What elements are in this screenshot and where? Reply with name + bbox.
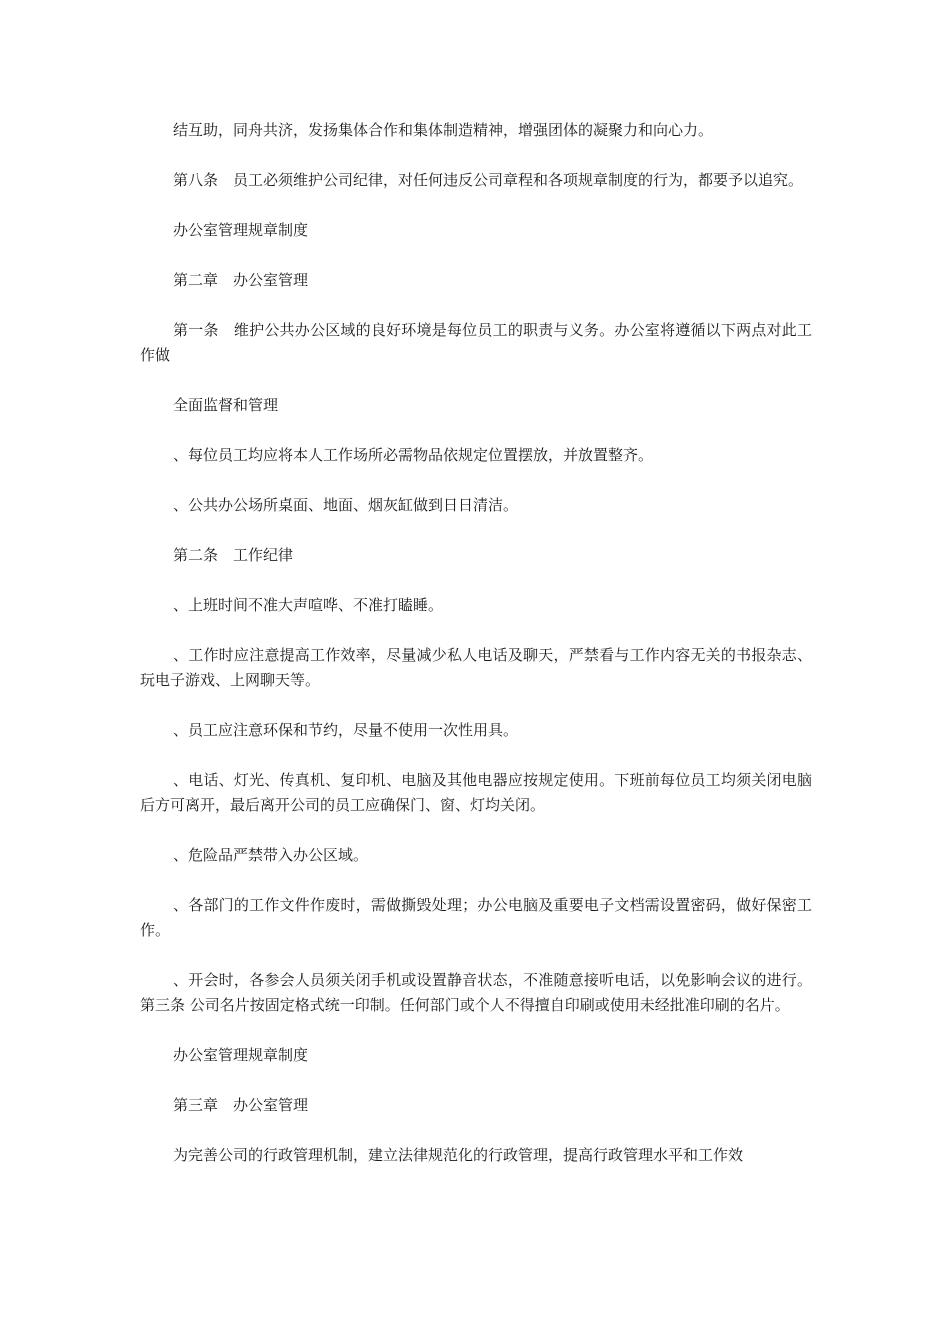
list-item: 、电话、灯光、传真机、复印机、电脑及其他电器应按规定使用。下班前每位员工均须关闭电脑后方可离开，最后离开公司的员工应确保门、窗、灯均关闭。 xyxy=(140,771,812,814)
document-body xyxy=(140,118,812,1193)
chapter-heading: 第三章 办公室管理 xyxy=(173,1096,309,1114)
list-item: 、公共办公场所桌面、地面、烟灰缸做到日日清洁。 xyxy=(173,496,519,514)
list-item: 、危险品严禁带入办公区域。 xyxy=(173,846,369,864)
list-item: 、工作时应注意提高工作效率，尽量减少私人电话及聊天，严禁看与工作内容无关的书报杂志、玩电子游戏、上网聊天等。 xyxy=(140,646,812,689)
paragraph: 全面监督和管理 xyxy=(173,396,279,414)
article-8: 第八条 员工必须维护公司纪律，对任何违反公司章程和各项规章制度的行为，都要予以追究。 xyxy=(173,171,804,189)
list-item: 、每位员工均应将本人工作场所必需物品依规定位置摆放，并放置整齐。 xyxy=(173,446,654,464)
paragraph: 为完善公司的行政管理机制，建立法律规范化的行政管理，提高行政管理水平和工作效 xyxy=(173,1146,744,1164)
article-2-heading: 第二条 工作纪律 xyxy=(173,546,294,564)
paragraph: 结互助，同舟共济，发扬集体合作和集体制造精神，增强团体的凝聚力和向心力。 xyxy=(173,121,714,139)
section-heading: 办公室管理规章制度 xyxy=(173,221,309,239)
section-heading: 办公室管理规章制度 xyxy=(173,1046,309,1064)
list-item: 、上班时间不准大声喧哗、不准打瞌睡。 xyxy=(173,596,444,614)
list-item: 、员工应注意环保和节约，尽量不使用一次性用具。 xyxy=(173,721,519,739)
article-1: 第一条 维护公共办公区域的良好环境是每位员工的职责与义务。办公室将遵循以下两点对此工作做 xyxy=(140,321,812,364)
list-item: 、开会时，各参会人员须关闭手机或设置静音状态，不准随意接听电话，以免影响会议的进行。第三条 公司名片按固定格式统一印制。任何部门或个人不得擅自印刷或使用未经批准印刷的名片。 xyxy=(140,971,812,1014)
list-item: 、各部门的工作文件作废时，需做撕毁处理；办公电脑及重要电子文档需设置密码，做好保密工作。 xyxy=(140,896,812,939)
chapter-heading: 第二章 办公室管理 xyxy=(173,271,309,289)
